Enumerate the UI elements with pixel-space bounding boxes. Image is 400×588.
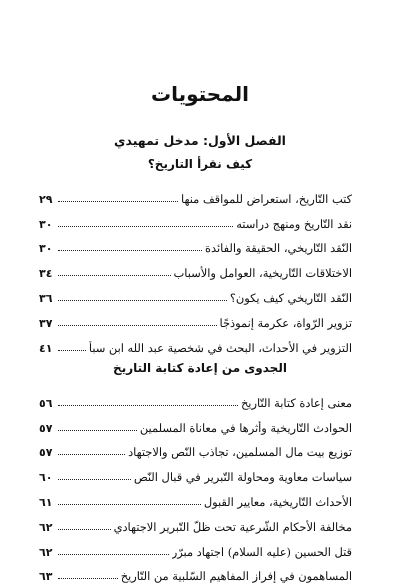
- toc-entry-title: سياسات معاوية ومحاولة التّبرير في قبال النّص: [133, 470, 352, 485]
- toc-page-number: ٢٩: [39, 192, 53, 206]
- toc-entry[interactable]: [39, 435, 352, 460]
- dot-leader: [58, 325, 217, 326]
- toc-page-number: ٦٢: [39, 520, 53, 534]
- toc-entry[interactable]: [39, 206, 352, 231]
- toc-entry[interactable]: [39, 534, 352, 559]
- toc-page-number: ٣٦: [39, 291, 53, 305]
- dot-leader: [58, 529, 111, 530]
- toc-entry[interactable]: [39, 559, 352, 584]
- toc-page-number: ٣٤: [39, 267, 53, 281]
- toc-entry-title: تزوير الرّواة، عكرمة إنموذجًا: [219, 315, 352, 330]
- dot-leader: [58, 578, 118, 579]
- toc-entry[interactable]: [39, 255, 352, 280]
- toc-entry[interactable]: [39, 385, 352, 410]
- toc-entry[interactable]: [39, 330, 352, 355]
- toc-page-number: ٦٣: [39, 570, 53, 584]
- toc-entry-title: الحوادث التّاريخية وأثرها في معاناة المسلمين: [139, 420, 352, 435]
- toc-page-number: ٦١: [39, 495, 53, 509]
- dot-leader: [58, 275, 171, 276]
- dot-leader: [58, 405, 238, 406]
- dot-leader: [58, 430, 137, 431]
- toc-page-number: ٤١: [39, 341, 53, 355]
- chapter-title: الفصل الأول: مدخل تمهيدي: [114, 133, 286, 148]
- toc-entry-title: توزيع بيت مال المسلمين، تجاذب النّص والاجتهاد: [128, 445, 352, 460]
- toc-entry[interactable]: [39, 410, 352, 435]
- toc-entry-title: معنى إعادة كتابة التّاريخ: [240, 395, 352, 410]
- toc-page-number: ٣٠: [39, 217, 53, 231]
- toc-entry[interactable]: [39, 459, 352, 484]
- dot-leader: [58, 554, 169, 555]
- toc-entry-title: التزوير في الأحداث، البحث في شخصية عبد الله ابن سبأ: [88, 340, 352, 355]
- toc-entry-title: المساهمون في إفراز المفاهيم السّلبية من التّاريخ: [120, 569, 352, 584]
- dot-leader: [58, 226, 233, 227]
- toc-entry[interactable]: [39, 305, 352, 330]
- dot-leader: [58, 479, 131, 480]
- toc-page-number: ٣٧: [39, 316, 53, 330]
- section-heading-2: الجدوى من إعادة كتابة التاريخ: [113, 361, 287, 375]
- toc-entry-title: مخالفة الأحكام الشّرعية تحت ظلّ التّبرير الاجتهادي: [113, 519, 352, 534]
- toc-entry-title: كتب التّاريخ، استعراض للمواقف منها: [180, 191, 352, 206]
- section-heading-1: كيف نقرأ التاريخ؟: [147, 157, 253, 171]
- toc-entry[interactable]: [39, 509, 352, 534]
- dot-leader: [58, 454, 125, 455]
- toc-page-number: ٥٦: [39, 396, 53, 410]
- toc-page-number: ٦٢: [39, 545, 53, 559]
- dot-leader: [58, 504, 201, 505]
- toc-list-1: [39, 181, 352, 355]
- toc-entry-title: الأحداث التّاريخية، معايير القبول: [203, 494, 352, 509]
- dot-leader: [58, 201, 178, 202]
- toc-page-number: ٥٧: [39, 446, 53, 460]
- toc-entry[interactable]: [39, 484, 352, 509]
- toc-entry-title: نقد التّاريخ ومنهج دراسته: [236, 216, 352, 231]
- toc-entry[interactable]: [39, 181, 352, 206]
- toc-entry-title: الاختلاقات التّاريخية، العوامل والأسباب: [173, 266, 352, 281]
- toc-entry[interactable]: [39, 280, 352, 305]
- toc-page-number: ٣٠: [39, 242, 53, 256]
- dot-leader: [58, 350, 86, 351]
- page-title: المحتويات: [150, 82, 249, 106]
- toc-page-number: ٥٧: [39, 421, 53, 435]
- dot-leader: [58, 300, 227, 301]
- toc-entry-title: قتل الحسين (عليه السلام) اجتهاد مبرّر: [171, 544, 352, 559]
- toc-entry[interactable]: [39, 231, 352, 256]
- dot-leader: [58, 250, 202, 251]
- toc-list-2: [39, 385, 352, 583]
- toc-page-number: ٦٠: [39, 471, 53, 485]
- toc-entry-title: النّقد التّاريخي، الحقيقة والفائدة: [205, 241, 352, 256]
- toc-entry-title: النّقد التّاريخي كيف يكون؟: [229, 290, 352, 305]
